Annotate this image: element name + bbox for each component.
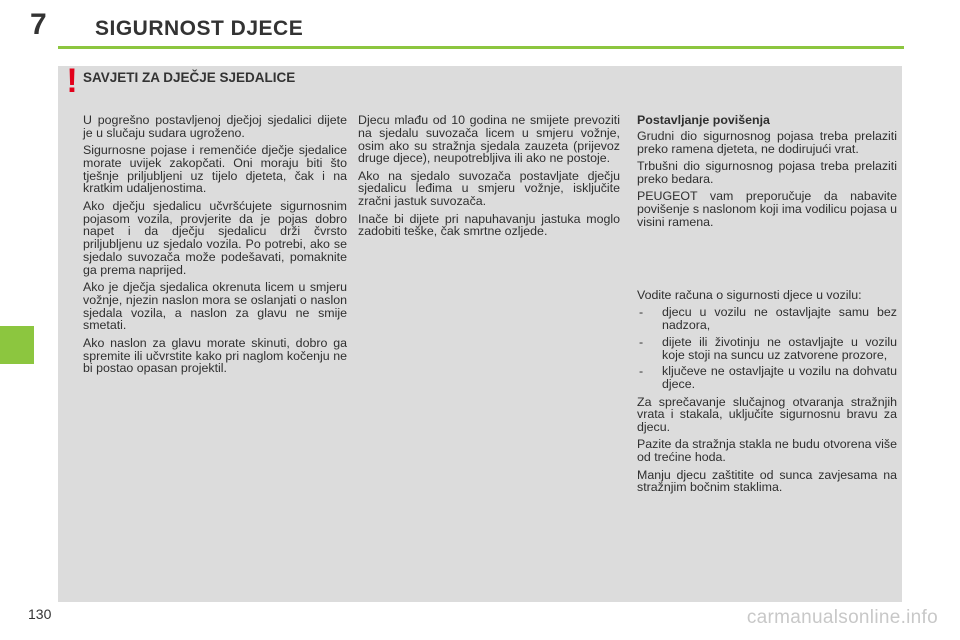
paragraph: Djecu mlađu od 10 godina ne smijete prevoziti na sjedalu suvozača licem u smjeru vožnje, osim ako su stražnja sjedala zauzeta (prijevoz druge djece), neupotrebljiva ili ako ne postoje. [358,113,620,166]
paragraph: Sigurnosne pojase i remenčiće dječje sjedalice morate uvijek zakopčati. Oni moraju biti što tješnje priljubljeni uz tijelo djeteta, čak i na kratkim udaljenostima. [83,143,347,196]
paragraph: Trbušni dio sigurnosnog pojasa treba prelaziti preko bedara. [637,158,897,186]
list-item: - djecu u vozilu ne ostavljajte samu bez nadzora, [637,306,897,332]
text-column-2 [358,114,620,243]
paragraph: Za sprečavanje slučajnog otvaranja stražnjih vrata i stakala, uključite sigurnosnu bravu za djecu. [637,394,897,435]
safety-bullet-list [637,306,897,391]
chapter-title: SIGURNOST DJECE [95,17,304,40]
page-number: 130 [28,606,52,622]
text-column-1 [83,114,347,380]
paragraph: PEUGEOT vam preporučuje da nabavite povišenje s naslonom koji ima vodilicu pojasa u visini ramena. [637,188,897,229]
exclamation-warning-icon: ! [66,62,78,100]
paragraph: U pogrešno postavljenoj dječjoj sjedalici dijete je u slučaju sudara ugroženo. [83,113,347,140]
text-column-4 [637,289,897,499]
text-column-3 [637,114,897,233]
watermark: carmanualsonline.info [746,607,938,628]
chapter-side-tab [0,326,34,364]
paragraph: Ako naslon za glavu morate skinuti, dobro ga spremite ili učvrstite kako pri naglom kočenju ne bi postao opasan projektil. [83,335,347,376]
paragraph: Grudni dio sigurnosnog pojasa treba prelaziti preko ramena djeteta, ne dodirujući vrat. [637,128,897,156]
paragraph: Pazite da stražnja stakla ne budu otvorena više od trećine hoda. [637,437,897,465]
advice-box-title: SAVJETI ZA DJEČJE SJEDALICE [83,70,296,85]
paragraph: Inače bi dijete pri napuhavanju jastuka moglo zadobiti teške, čak smrtne ozljede. [358,211,620,239]
list-item: - dijete ili životinju ne ostavljajte u vozilu koje stoji na suncu uz zatvorene prozore, [637,336,897,362]
paragraph: Ako dječju sjedalicu učvršćujete sigurnosnim pojasom vozila, provjerite da je pojas dobro napet i da dječju sjedalicu drži čvrsto priljubljenu uz sjedalo vozila. Po potrebi, ako se sjedalo suvozača može podešavati, pomaknite ga prema naprijed. [83,198,347,277]
paragraph: Manju djecu zaštitite od sunca zavjesama na stražnjim bočnim staklima. [637,467,897,495]
safety-intro: Vodite računa o sigurnosti djece u vozilu: [637,288,862,302]
paragraph: Ako na sjedalo suvozača postavljate dječju sjedalicu leđima u smjeru vožnje, isključite zračni jastuk suvozača. [358,168,620,209]
booster-subheading: Postavljanje povišenja [637,113,770,127]
paragraph: Ako je dječja sjedalica okrenuta licem u smjeru vožnje, njezin naslon mora se oslanjati o naslon sjedala vozila, a naslon za glavu ne smije smetati. [83,280,347,333]
list-item: - ključeve ne ostavljajte u vozilu na dohvatu djece. [637,365,897,391]
header-divider [58,46,904,49]
chapter-number: 7 [30,8,47,41]
